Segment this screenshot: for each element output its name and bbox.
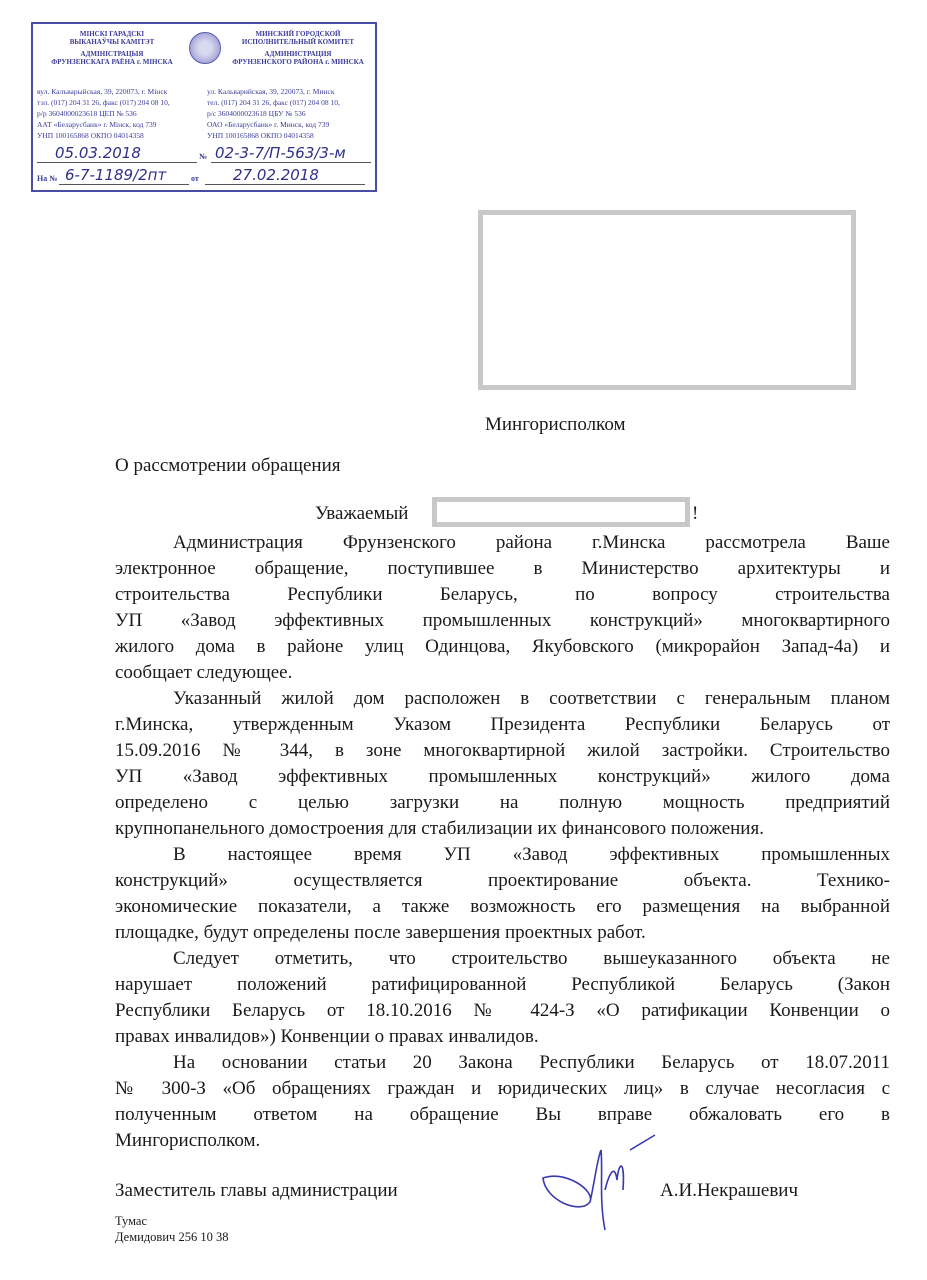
from-label: от bbox=[191, 174, 199, 183]
paragraph-line: электронное обращение, поступившее в Министерство архитектуры и bbox=[115, 558, 890, 579]
paragraph-line: Указанный жилой дом расположен в соответствии с генеральным планом bbox=[173, 688, 890, 709]
paragraph-line: Республики Беларусь от 18.10.2016 № 424-З «О ратификации Конвенции о bbox=[115, 1000, 890, 1021]
signature-icon bbox=[535, 1130, 665, 1240]
paragraph-line: сообщает следующее. bbox=[115, 662, 293, 683]
paragraph-line: полученным ответом на обращение Вы вправе обжаловать его в bbox=[115, 1104, 890, 1125]
paragraph-line: жилого дома в районе улиц Одинцова, Якубовского (микрорайон Запад-4а) и bbox=[115, 636, 890, 657]
paragraph bbox=[115, 686, 890, 842]
stamp-text: ул. Кальварийская, 39, 220073, г. Минск bbox=[207, 87, 335, 96]
paragraph-line: определено с целью загрузки на полную мощность предприятий bbox=[115, 792, 890, 813]
stamp-text: ОАО «Беларусбанк» г. Минск, код 739 bbox=[207, 120, 330, 129]
addressee: Мингорисполком bbox=[485, 414, 626, 435]
paragraph-line: В настоящее время УП «Завод эффективных промышленных bbox=[173, 844, 890, 865]
redacted-name bbox=[432, 497, 690, 527]
stamp-text: АДМІНІСТРАЦЫЯ bbox=[80, 50, 144, 58]
stamp-text: ИСПОЛНИТЕЛЬНЫЙ КОМИТЕТ bbox=[241, 38, 355, 46]
paragraph-line: На основании статьи 20 Закона Республики Беларусь от 18.07.2011 bbox=[173, 1052, 890, 1073]
paragraph bbox=[115, 1050, 890, 1154]
in-reply-date: 27.02.2018 bbox=[233, 166, 319, 184]
stamp-text: тэл. (017) 204 31 26, факс (017) 204 08 10, bbox=[37, 98, 170, 107]
paragraph-line: Администрация Фрунзенского района г.Минска рассмотрела Ваше bbox=[173, 532, 890, 553]
paragraph-line: строительства Республики Беларусь, по вопросу строительства bbox=[115, 584, 890, 605]
paragraph-line: экономические показатели, а также возможность его размещения на выбранной bbox=[115, 896, 890, 917]
paragraph-line: нарушает положений ратифицированной Республикой Беларусь (Закон bbox=[115, 974, 890, 995]
stamp-text: МІНСКІ ГАРАДСКІ bbox=[79, 30, 145, 38]
stamp-address-ru bbox=[207, 86, 373, 141]
executor-info bbox=[115, 1213, 228, 1245]
signatory-name: А.И.Некрашевич bbox=[660, 1180, 799, 1201]
executor-name: Тумас bbox=[115, 1214, 148, 1228]
in-reply-number: 6-7-1189/2пт bbox=[65, 166, 167, 184]
outgoing-number: 02-3-7/П-563/3-м bbox=[215, 144, 346, 162]
paragraph-line: конструкций» осуществляется проектирование объекта. Технико- bbox=[115, 870, 890, 891]
stamp-org-ru bbox=[223, 30, 373, 66]
stamp-text: тел. (017) 204 31 26, факс (017) 204 08 10, bbox=[207, 98, 340, 107]
paragraph-line: крупнопанельного домостроения для стабилизации их финансового положения. bbox=[115, 818, 764, 839]
paragraph bbox=[115, 530, 890, 686]
signatory-title: Заместитель главы администрации bbox=[115, 1180, 398, 1201]
paragraph-line: УП «Завод эффективных промышленных конструкций» многоквартирного bbox=[115, 610, 890, 631]
greeting-exclamation: ! bbox=[692, 503, 699, 524]
paragraph-line: 15.09.2016 № 344, в зоне многоквартирной жилой застройки. Строительство bbox=[115, 740, 890, 761]
redacted-recipient-block bbox=[478, 210, 856, 390]
stamp-text: вул. Калъварыйская, 39, 220073, г. Мінск bbox=[37, 87, 168, 96]
paragraph-line: № 300-З «Об обращениях граждан и юридических лиц» в случае несогласия с bbox=[115, 1078, 890, 1099]
stamp-text: р/с 3604000023618 ЦБУ № 536 bbox=[207, 109, 306, 118]
executor-phone: Демидович 256 10 38 bbox=[115, 1230, 229, 1244]
paragraph-line: площадке, будут определены после завершения проектных работ. bbox=[115, 922, 646, 943]
stamp-text: ВЫКАНАЎЧЫ КАМІТЭТ bbox=[69, 38, 155, 46]
stamp-text: АДМИНИСТРАЦИЯ bbox=[264, 50, 332, 58]
outgoing-date: 05.03.2018 bbox=[55, 144, 141, 162]
stamp-text: ААТ «Беларусбанк» г. Мінск, код 739 bbox=[37, 120, 157, 129]
in-reply-label: На № bbox=[37, 174, 58, 183]
registration-stamp bbox=[31, 22, 377, 192]
stamp-text: УНП 100165868 ОКПО 04014358 bbox=[37, 131, 144, 140]
letter-body bbox=[115, 530, 890, 1154]
stamp-org-by bbox=[37, 30, 187, 66]
greeting: Уважаемый bbox=[315, 503, 409, 524]
paragraph-line: Следует отметить, что строительство вышеуказанного объекта не bbox=[173, 948, 890, 969]
paragraph-line: правах инвалидов») Конвенции о правах инвалидов. bbox=[115, 1026, 539, 1047]
subject-line: О рассмотрении обращения bbox=[115, 455, 341, 476]
paragraph-line: г.Минска, утвержденным Указом Президента Республики Беларусь от bbox=[115, 714, 890, 735]
stamp-text: МИНСКИЙ ГОРОДСКОЙ bbox=[255, 30, 341, 38]
state-emblem-icon bbox=[189, 32, 221, 64]
stamp-text: ФРУНЗЕНСКОГО РАЙОНА г. МИНСКА bbox=[232, 58, 364, 66]
paragraph bbox=[115, 842, 890, 946]
paragraph bbox=[115, 946, 890, 1050]
stamp-text: р/р 3604000023618 ЦЕП № 536 bbox=[37, 109, 137, 118]
paragraph-line: УП «Завод эффективных промышленных конструкций» жилого дома bbox=[115, 766, 890, 787]
stamp-text: ФРУНЗЕНСКАГА РАЁНА г. МІНСКА bbox=[51, 58, 173, 66]
paragraph-line: Мингорисполком. bbox=[115, 1130, 261, 1151]
stamp-address-by bbox=[37, 86, 203, 141]
number-label: № bbox=[199, 152, 208, 161]
stamp-text: УНП 100165868 ОКПО 04014358 bbox=[207, 131, 314, 140]
